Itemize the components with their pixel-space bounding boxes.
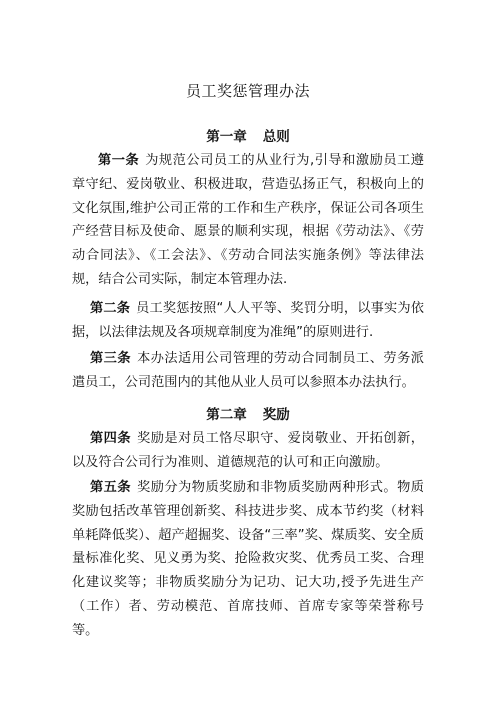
article-label: 第一条 (98, 153, 140, 168)
article-1 (72, 149, 424, 292)
article-text: 本办法适用公司管理的劳动合同制员工、劳务派遣员工，公司范围内的其他从业人员可以参照本办法执行。 (72, 351, 424, 390)
article-2 (72, 297, 424, 345)
article-text: 为规范公司员工的从业行为,引导和激励员工遵章守纪、爱岗敬业、积极进取，营造弘扬正气，积极向上的文化氛围,维护公司正常的工作和生产秩序，保证公司各项生产经营目标及使命、愿景的顺利实现，根据《劳动法》、《劳动合同法》、《工会法》、《劳动合同法实施条例》等法律法规，结合公司实际，制定本管理办法. (72, 153, 424, 287)
chapter-name: 总则 (262, 129, 290, 145)
chapter-name: 奖励 (262, 407, 290, 423)
article-text: 奖励分为物质奖励和非物质奖励两种形式。物质奖励包括改革管理创新奖、科技进步奖、成本节约奖（材料单耗降低奖）、超产超掘奖、设备“三率”奖、煤质奖、安全质量标准化奖、见义勇为奖、抢险救灾奖、优秀员工奖、合理化建议奖等；非物质奖励分为记功、记大功,授予先进生产（工作）者、劳动模范、首席技师、首席专家等荣誉称号等。 (72, 480, 424, 638)
document-title: 员工奖惩管理办法 (185, 82, 310, 100)
article-label: 第二条 (90, 301, 131, 316)
article-label: 第三条 (90, 351, 132, 366)
article-label: 第五条 (90, 480, 132, 495)
article-text: 员工奖惩按照“人人平等、奖罚分明，以事实为依据，以法律法规及各项规章制度为准绳”的原则进行. (72, 301, 424, 340)
chapter-number: 第二章 (206, 407, 247, 423)
article-label: 第四条 (90, 431, 132, 446)
article-3 (72, 347, 424, 395)
chapter-number: 第一章 (206, 129, 247, 145)
article-4 (72, 427, 424, 475)
chapter-heading-2 (0, 403, 496, 423)
article-5 (72, 476, 424, 643)
chapter-heading-1 (0, 125, 496, 145)
article-text: 奖励是对员工恪尽职守、爱岗敬业、开拓创新，以及符合公司行为准则、道德规范的认可和正向激励。 (72, 431, 424, 470)
